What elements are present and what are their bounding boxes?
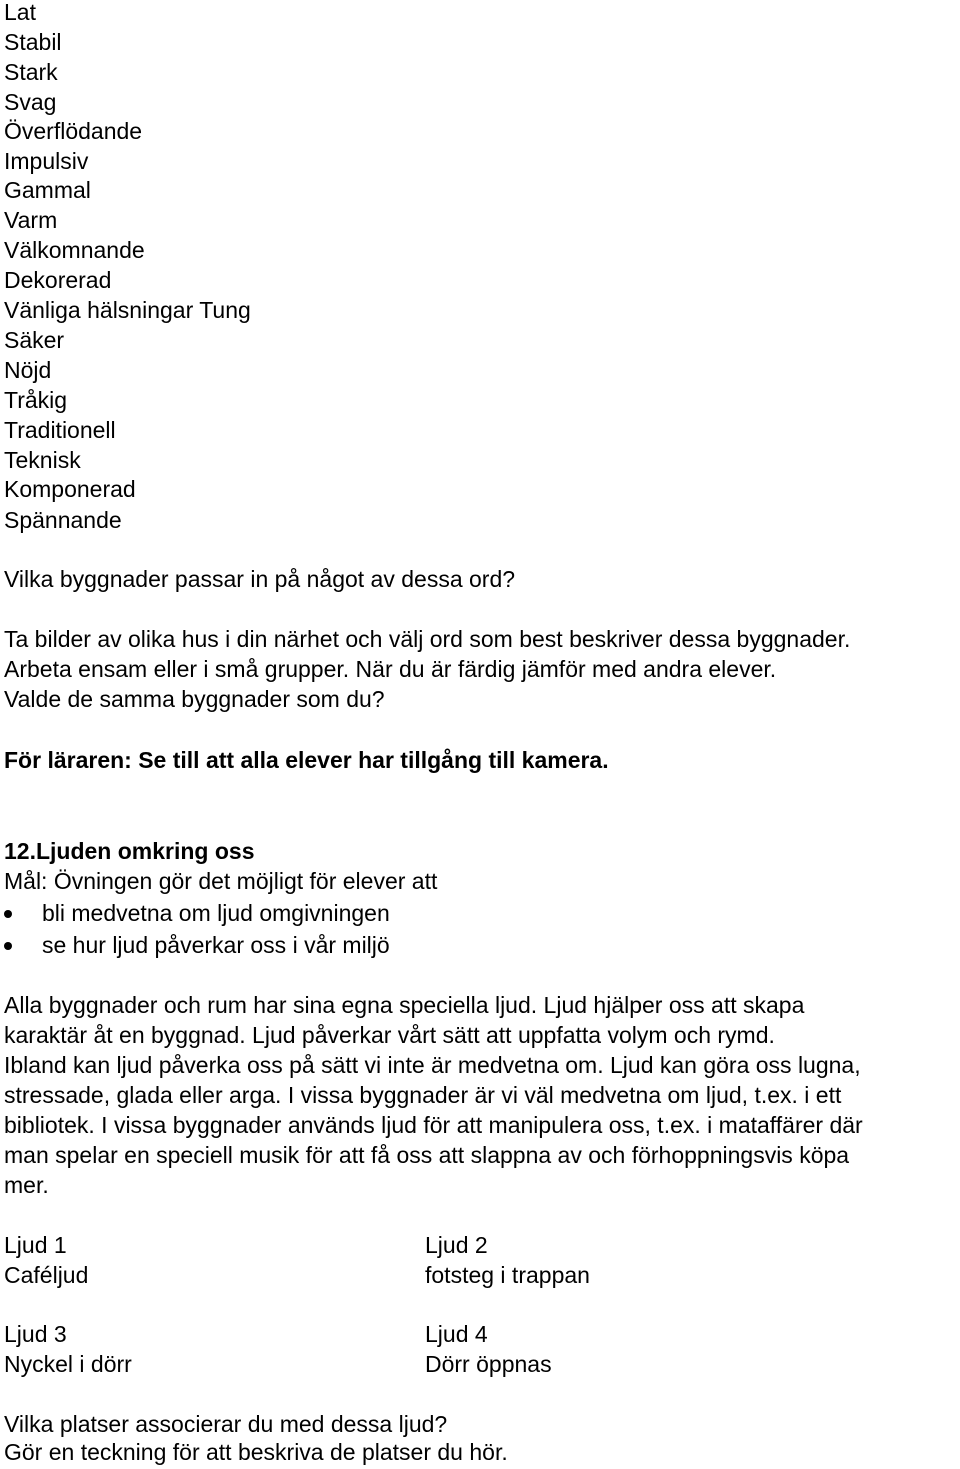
- paragraph-line: Ibland kan ljud påverka oss på sätt vi inte är medvetna om. Ljud kan göra oss lugna,: [4, 1052, 861, 1078]
- bullet-text: bli medvetna om ljud omgivningen: [42, 900, 390, 926]
- paragraph-line: man spelar en speciell musik för att få oss att slappna av och förhoppningsvis köpa: [4, 1142, 850, 1168]
- word-item: Vänliga hälsningar Tung: [4, 297, 251, 323]
- word-item: Tråkig: [4, 387, 68, 413]
- sound-description: Caféljud: [4, 1262, 89, 1288]
- word-item: Lat: [4, 0, 36, 25]
- word-item: Teknisk: [4, 447, 81, 473]
- sound-description: Dörr öppnas: [425, 1351, 552, 1377]
- sound-description: fotsteg i trappan: [425, 1262, 590, 1288]
- section-heading: 12.Ljuden omkring oss: [4, 838, 255, 864]
- task-line: Valde de samma byggnader som du?: [4, 686, 385, 712]
- paragraph-line: stressade, glada eller arga. I vissa byggnader är vi väl medvetna om ljud, t.ex. i ett: [4, 1082, 842, 1108]
- word-item: Gammal: [4, 177, 91, 203]
- paragraph-line: karaktär åt en byggnad. Ljud påverkar vårt sätt att uppfatta volym och rymd.: [4, 1022, 775, 1048]
- goal-intro: Mål: Övningen gör det möjligt för elever att: [4, 868, 438, 894]
- paragraph-line: mer.: [4, 1172, 49, 1198]
- paragraph-line: Alla byggnader och rum har sina egna speciella ljud. Ljud hjälper oss att skapa: [4, 992, 805, 1018]
- word-item: Spännande: [4, 507, 122, 533]
- sound-description: Nyckel i dörr: [4, 1351, 132, 1377]
- teacher-note: För läraren: Se till att alla elever har tillgång till kamera.: [4, 747, 609, 773]
- word-item: Välkomnande: [4, 237, 145, 263]
- task-line: Arbeta ensam eller i små grupper. När du är färdig jämför med andra elever.: [4, 656, 777, 682]
- sound-label: Ljud 1: [4, 1232, 67, 1258]
- word-item: Stabil: [4, 29, 62, 55]
- word-item: Säker: [4, 327, 65, 353]
- bullet-icon: [4, 942, 12, 950]
- sound-label: Ljud 2: [425, 1232, 488, 1258]
- word-item: Överflödande: [4, 118, 143, 144]
- closing-line: Vilka platser associerar du med dessa ljud?: [4, 1411, 448, 1437]
- word-item: Stark: [4, 59, 58, 85]
- word-item: Komponerad: [4, 476, 136, 502]
- task-line: Ta bilder av olika hus i din närhet och välj ord som best beskriver dessa byggnader.: [4, 626, 851, 652]
- word-item: Impulsiv: [4, 148, 89, 174]
- word-item: Varm: [4, 207, 58, 233]
- question-buildings: Vilka byggnader passar in på något av dessa ord?: [4, 566, 516, 592]
- word-item: Svag: [4, 89, 57, 115]
- closing-line: Gör en teckning för att beskriva de platser du hör.: [4, 1439, 508, 1465]
- bullet-icon: [4, 910, 12, 918]
- word-item: Traditionell: [4, 417, 116, 443]
- sound-label: Ljud 3: [4, 1321, 67, 1347]
- sound-label: Ljud 4: [425, 1321, 488, 1347]
- bullet-text: se hur ljud påverkar oss i vår miljö: [42, 932, 390, 958]
- paragraph-line: bibliotek. I vissa byggnader används ljud för att manipulera oss, t.ex. i mataffärer där: [4, 1112, 863, 1138]
- word-item: Nöjd: [4, 357, 52, 383]
- word-item: Dekorerad: [4, 267, 112, 293]
